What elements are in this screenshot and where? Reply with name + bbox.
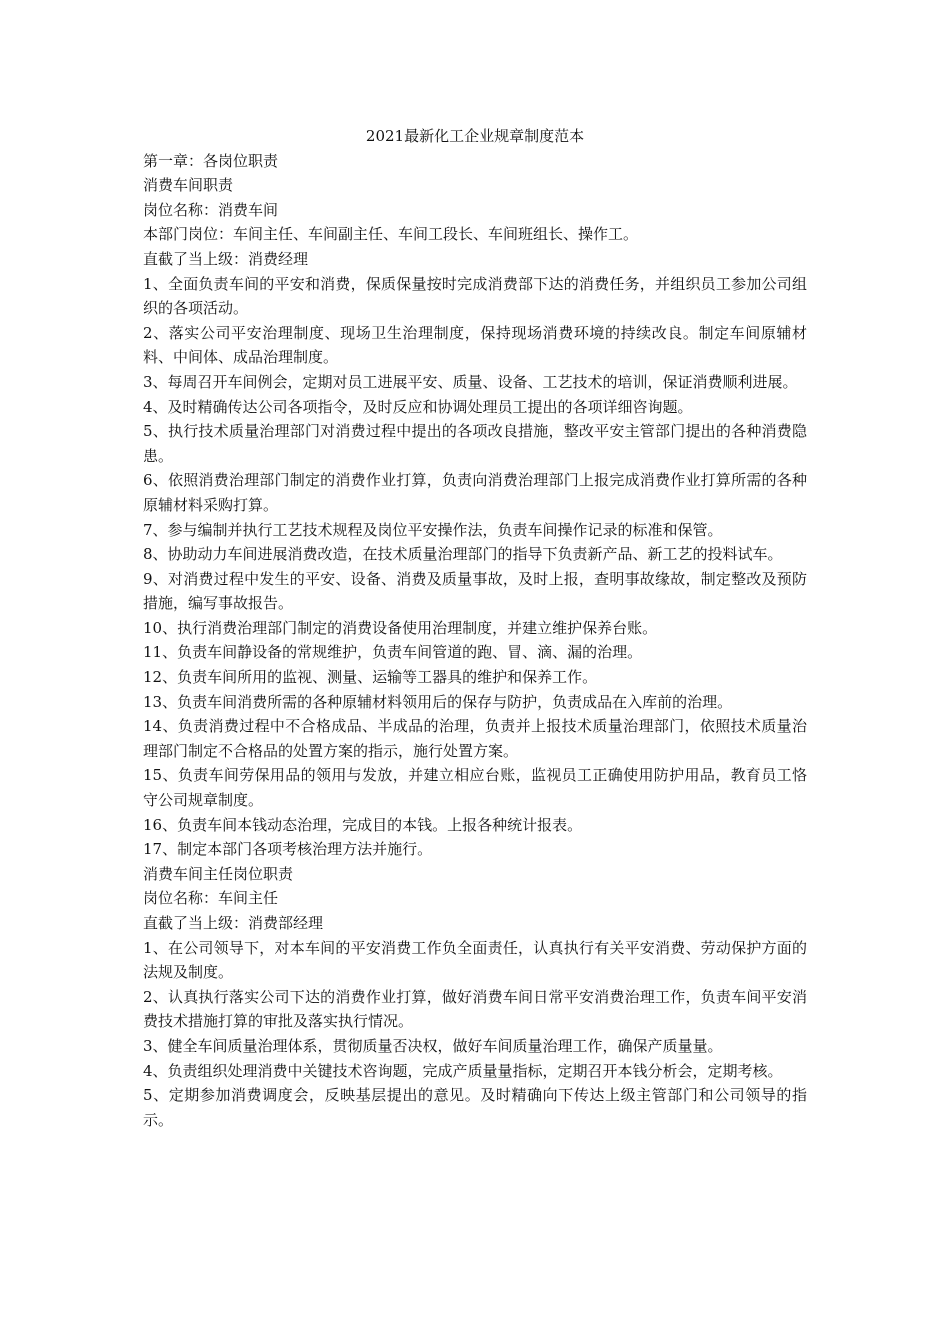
list-item: 3、每周召开车间例会，定期对员工进展平安、质量、设备、工艺技术的培训，保证消费顺利进展。 xyxy=(143,372,798,391)
list-item: 4、负责组织处理消费中关键技术咨询题，完成产质量量指标，定期召开本钱分析会，定期考核。 xyxy=(143,1061,783,1080)
list-item: 2、落实公司平安治理制度、现场卫生治理制度，保持现场消费环境的持续改良。制定车间原辅材料、中间体、成品治理制度。 xyxy=(143,323,807,367)
chapter-heading: 第一章：各岗位职责 xyxy=(143,151,279,170)
list-item: 16、负责车间本钱动态治理，完成目的本钱。上报各种统计报表。 xyxy=(143,815,583,834)
list-item: 5、执行技术质量治理部门对消费过程中提出的各项改良措施，整改平安主管部门提出的各种消费隐患。 xyxy=(143,422,807,465)
list-item: 11、负责车间静设备的常规维护，负责车间管道的跑、冒、滴、漏的治理。 xyxy=(143,643,643,662)
list-item: 15、负责车间劳保用品的领用与发放，并建立相应台账，监视员工正确使用防护用品，教育员工恪守公司规章制度。 xyxy=(143,766,807,810)
section-heading: 消费车间主任岗位职责 xyxy=(143,864,294,883)
text-line: 直截了当上级：消费经理 xyxy=(143,249,309,268)
list-item: 8、协助动力车间进展消费改造，在技术质量治理部门的指导下负责新产品、新工艺的投料试车。 xyxy=(143,545,783,564)
list-item: 3、健全车间质量治理体系，贯彻质量否决权，做好车间质量治理工作，确保产质量量。 xyxy=(143,1036,723,1055)
list-item: 14、负责消费过程中不合格成品、半成品的治理，负责并上报技术质量治理部门，依照技术质量治理部门制定不合格品的处置方案的指示，施行处置方案。 xyxy=(143,717,807,760)
list-item: 4、及时精确传达公司各项指令，及时反应和协调处理员工提出的各项详细咨询题。 xyxy=(143,397,693,416)
text-line: 岗位名称：消费车间 xyxy=(143,200,279,219)
list-item: 7、参与编制并执行工艺技术规程及岗位平安操作法，负责车间操作记录的标准和保管。 xyxy=(143,520,723,539)
list-item: 2、认真执行落实公司下达的消费作业打算，做好消费车间日常平安消费治理工作，负责车间平安消费技术措施打算的审批及落实执行情况。 xyxy=(143,987,807,1031)
text-line: 岗位名称：车间主任 xyxy=(143,889,279,908)
list-item: 5、定期参加消费调度会，反映基层提出的意见。及时精确向下传达上级主管部门和公司领导的指示。 xyxy=(143,1086,807,1129)
list-item: 1、全面负责车间的平安和消费，保质保量按时完成消费部下达的消费任务，并组织员工参加公司组织的各项活动。 xyxy=(143,274,807,318)
list-item: 9、对消费过程中发生的平安、设备、消费及质量事故，及时上报，查明事故缘故，制定整改及预防措施，编写事故报告。 xyxy=(143,569,807,613)
text-line: 本部门岗位：车间主任、车间副主任、车间工段长、车间班组长、操作工。 xyxy=(143,225,639,244)
list-item: 13、负责车间消费所需的各种原辅材料领用后的保存与防护，负责成品在入库前的治理。 xyxy=(143,692,733,711)
list-item: 10、执行消费治理部门制定的消费设备使用治理制度，并建立维护保养台账。 xyxy=(143,618,658,637)
list-item: 6、依照消费治理部门制定的消费作业打算，负责向消费治理部门上报完成消费作业打算所需的各种原辅材料采购打算。 xyxy=(143,471,807,514)
list-item: 17、制定本部门各项考核治理方法并施行。 xyxy=(143,840,433,859)
section-heading: 消费车间职责 xyxy=(143,176,234,195)
list-item: 12、负责车间所用的监视、测量、运输等工器具的维护和保养工作。 xyxy=(143,668,598,687)
text-line: 直截了当上级：消费部经理 xyxy=(143,914,324,932)
document-title: 2021最新化工企业规章制度范本 xyxy=(365,127,585,145)
document-body xyxy=(143,124,807,1132)
list-item: 1、在公司领导下，对本车间的平安消费工作负全面责任，认真执行有关平安消费、劳动保护方面的法规及制度。 xyxy=(143,938,807,982)
